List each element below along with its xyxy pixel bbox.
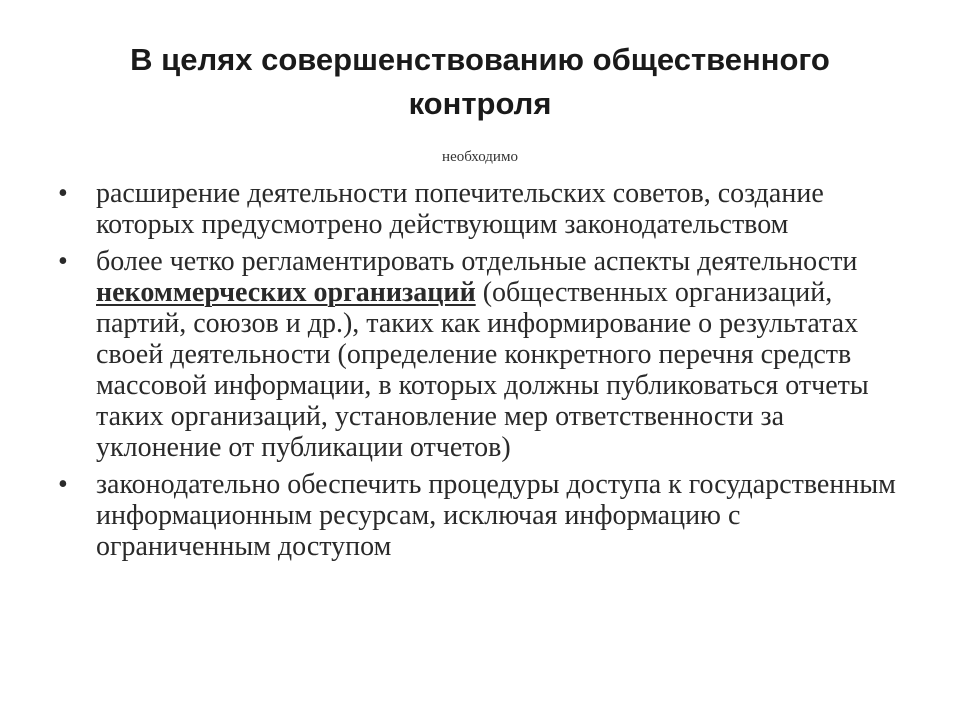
bullet-list [58, 178, 908, 568]
bullet-item-3 [58, 469, 908, 562]
bullet-icon: • [58, 178, 68, 209]
bullet-item-2 [58, 246, 908, 463]
bullet-item-1 [58, 178, 908, 240]
bullet-icon: • [58, 246, 68, 277]
bullet-text-after: (общественных организаций, партий, союзов и др.), таких как информирование о результатах своей деятельности (определение конкретного перечня средств массовой информации, в которых должны публиковаться отчеты таких организаций, установление мер ответственности за уклонение от публикации отчетов) [96, 277, 869, 463]
bullet-icon: • [58, 469, 68, 500]
bullet-text: расширение деятельности попечительских советов, создание которых предусмотрено действующим законодательством [96, 178, 824, 240]
bullet-emphasis: некоммерческих организаций [96, 277, 476, 308]
slide-title: В целях совершенствованию общественного контроля [130, 42, 830, 121]
slide-subtitle: необходимо [442, 149, 518, 165]
bullet-text: законодательно обеспечить процедуры доступа к государственным информационным ресурсам, исключая информацию с ограниченным доступом [96, 469, 896, 562]
bullet-text-before: более четко регламентировать отдельные аспекты деятельности [96, 246, 858, 277]
